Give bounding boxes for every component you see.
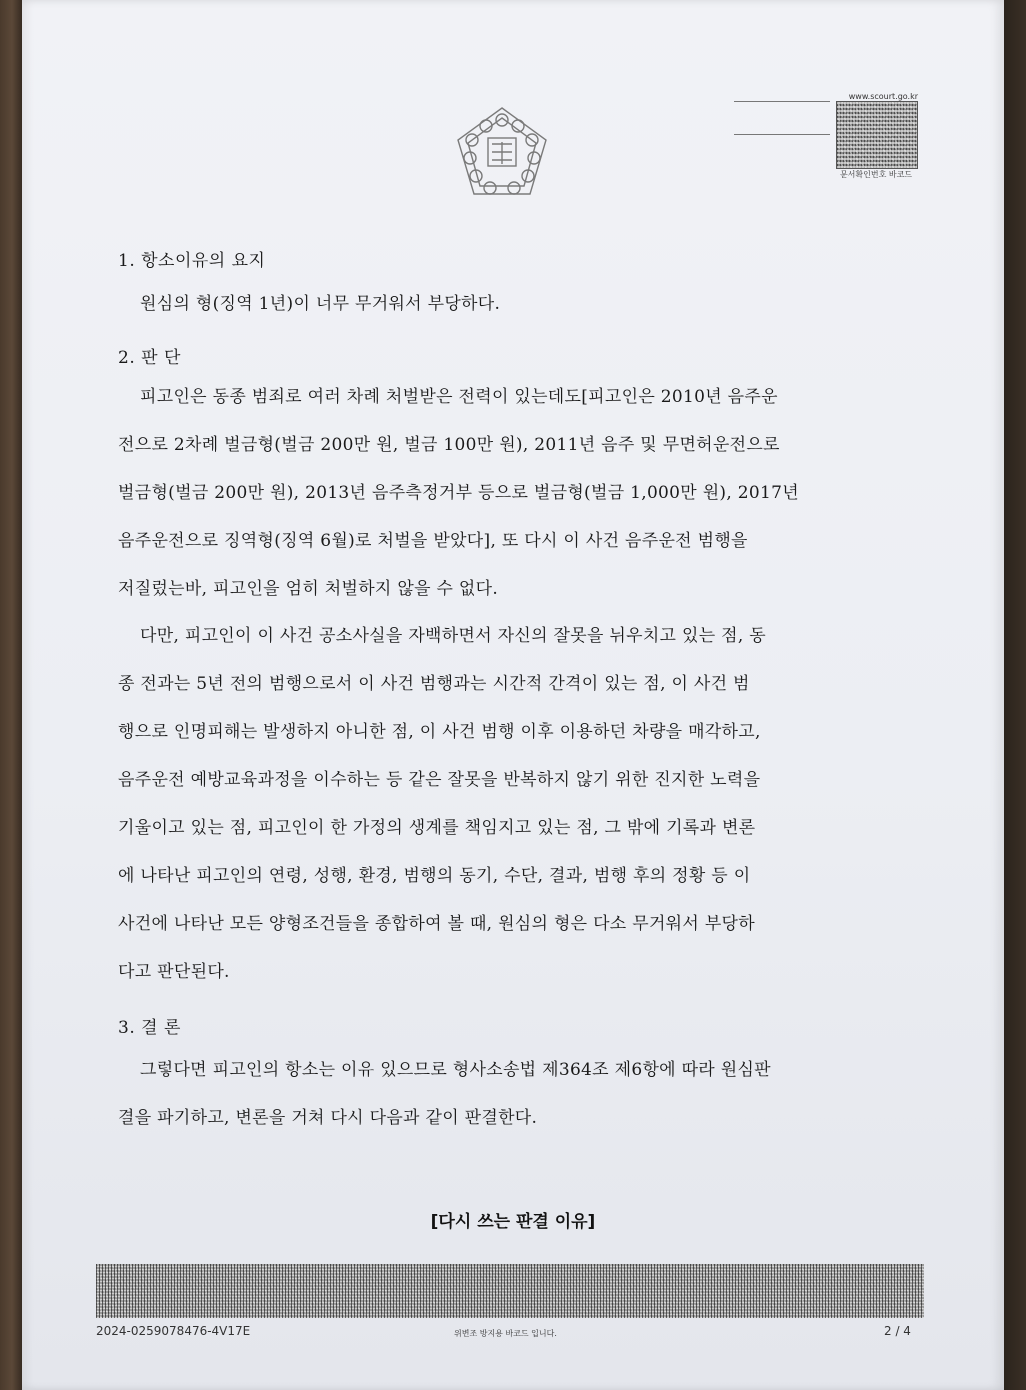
anti-forgery-barcode: [96, 1264, 924, 1318]
body-line: 결을 파기하고, 변론을 거쳐 다시 다음과 같이 판결한다.: [118, 1108, 538, 1128]
body-line: 그렇다면 피고인의 항소는 이유 있으므로 형사소송법 제364조 제6항에 따라 원심판: [140, 1060, 771, 1080]
section-2-paragraph-2: [118, 624, 898, 1008]
document-id: 2024-0259078476-4V17E: [96, 1324, 251, 1338]
barcode-caption: 문서확인번호 바코드: [839, 170, 913, 179]
barcode-note: 위변조 방지용 바코드 입니다.: [454, 1329, 557, 1338]
court-url: www.scourt.go.kr: [848, 92, 918, 101]
body-line: 전으로 2차례 벌금형(벌금 200만 원, 벌금 100만 원), 2011년 음주 및 무면허운전으로: [118, 435, 780, 455]
page-number: 2 / 4: [884, 1324, 911, 1338]
body-line: 다만, 피고인이 이 사건 공소사실을 자백하면서 자신의 잘못을 뉘우치고 있는 점, 동: [140, 626, 766, 646]
section-2-title: 2. 판 단: [118, 348, 181, 368]
body-line: 다고 판단된다.: [118, 962, 230, 982]
body-line: 종 전과는 5년 전의 범행으로서 이 사건 범행과는 시간적 간격이 있는 점, 이 사건 범: [118, 674, 750, 694]
body-line: 원심의 형(징역 1년)이 너무 무거워서 부당하다.: [140, 294, 501, 314]
rewritten-reasons-title: [다시 쓰는 판결 이유]: [430, 1212, 596, 1232]
section-1-title: 1. 항소이유의 요지: [118, 251, 266, 271]
body-line: 저질렀는바, 피고인을 엄히 처벌하지 않을 수 없다.: [118, 579, 499, 599]
body-line: 음주운전 예방교육과정을 이수하는 등 같은 잘못을 반복하지 않기 위한 진지한 노력을: [118, 770, 761, 790]
section-2-paragraph-1: [118, 385, 898, 625]
body-line: 행으로 인명피해는 발생하지 아니한 점, 이 사건 범행 이후 이용하던 차량을 매각하고,: [118, 722, 761, 742]
section-3-title: 3. 결 론: [118, 1018, 181, 1038]
body-line: 피고인은 동종 범죄로 여러 차례 처벌받은 전력이 있는데도[피고인은 2010년 음주운: [140, 387, 778, 407]
body-line: 사건에 나타난 모든 양형조건들을 종합하여 볼 때, 원심의 형은 다소 무거워서 부당하: [118, 914, 755, 934]
body-line: 기울이고 있는 점, 피고인이 한 가정의 생계를 책임지고 있는 점, 그 밖에 기록과 변론: [118, 818, 756, 838]
body-line: 에 나타난 피고인의 연령, 성행, 환경, 범행의 동기, 수단, 결과, 범행 후의 정황 등 이: [118, 866, 751, 886]
body-line: 벌금형(벌금 200만 원), 2013년 음주측정거부 등으로 벌금형(벌금 1,000만 원), 2017년: [118, 483, 799, 503]
section-3-body: [118, 1058, 898, 1154]
body-line: 음주운전으로 징역형(징역 6월)로 처벌을 받았다], 또 다시 이 사건 음주운전 범행을: [118, 531, 748, 551]
section-1-body: [118, 292, 898, 340]
